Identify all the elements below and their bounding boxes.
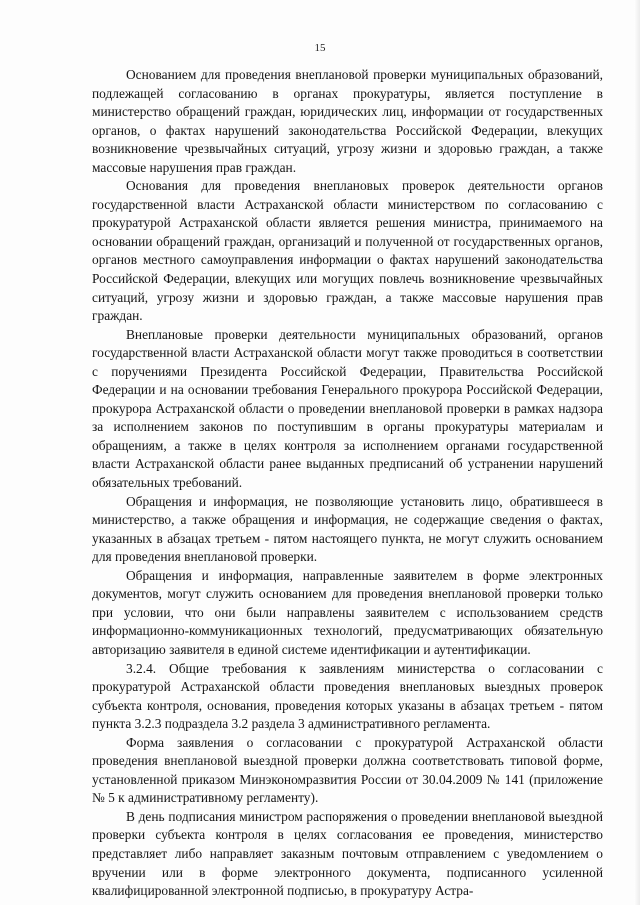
document-body <box>92 66 603 901</box>
paragraph-electronic-appeals: Обращения и информация, направленные заявителем в форме электронных документов, могут служить основанием для проведения внеплановой проверки только при условии, что они были направлены заявителем с использованием средств информационно-коммуникационных технологий, предусматривающих обязательную авторизацию заявителя в единой системе идентификации и аутентификации. <box>92 567 603 657</box>
paragraph-signing-day: В день подписания министром распоряжения о проведении внеплановой выездной проверки субъекта контроля в целях согласования ее проведения, министерство представляет либо направляет заказным почтовым отправлением с уведомлением о вручении или в форме электронного документа, подписанного усиленной квалифицированной электронной подписью, в прокуратуру Астра- <box>92 808 603 899</box>
scan-edge <box>634 0 640 905</box>
paragraph-basis-state-authorities: Основания для проведения внеплановых проверок деятельности органов государственной власти Астраханской области министерством по согласованию с прокуратурой Астраханской области является решения министра, принимаемого на основании обращений граждан, организаций и полученной от государственных органов, органов местного самоуправления информации о фактах нарушений законодательства Российской Федерации, влекущих или могущих повлечь возникновение чрезвычайных ситуаций, угрозу жизни и здоровью граждан, а также массовые нарушения прав граждан. <box>92 178 603 324</box>
paragraph-anonymous-appeals: Обращения и информация, не позволяющие установить лицо, обратившееся в министерство, а также обращения и информация, не содержащие сведения о фактах, указанных в абзацах третьем - пятом настоящего пункта, не могут служить основанием для проведения внеплановой проверки. <box>92 493 603 565</box>
paragraph-application-form: Форма заявления о согласовании с прокуратурой Астраханской области проведения внеплановой выездной проверки должна соответствовать типовой форме, установленной приказом Минэкономразвития России от 30.04.2009 № 141 (приложение № 5 к административному регламенту). <box>92 734 603 806</box>
paragraph-section-3-2-4: 3.2.4. Общие требования к заявлениям министерства о согласовании с прокуратурой Астраханской области проведения внеплановых выездных проверок субъекта контроля, основания, проведения которых указаны в абзацах третьем - пятом пункта 3.2.3 подраздела 3.2 раздела 3 административного регламента. <box>92 660 603 732</box>
paragraph-unscheduled-inspections: Внеплановые проверки деятельности муниципальных образований, органов государственной власти Астраханской области могут также проводиться в соответствии с поручениями Президента Российской Федерации, Правительства Российской Федерации и на основании требования Генерального прокурора Российской Федерации, прокурора Астраханской области о проведении внеплановой проверки в рамках надзора за исполнением законов по поступившим в органы прокуратуры материалам и обращениям, а также в целях контроля за исполнением органами государственной власти Астраханской области ранее выданных предписаний об устранении нарушений обязательных требований. <box>92 326 603 491</box>
page-number: 15 <box>314 42 326 54</box>
paragraph-basis-municipal: Основанием для проведения внеплановой проверки муниципальных образований, подлежащей согласованию в органах прокуратуры, является поступление в министерство обращений граждан, юридических лиц, информации от государственных органов, о фактах нарушений законодательства Российской Федерации, влекущих возникновение чрезвычайных ситуаций, угрозу жизни и здоровью граждан, а также массовые нарушения прав граждан. <box>92 67 603 175</box>
